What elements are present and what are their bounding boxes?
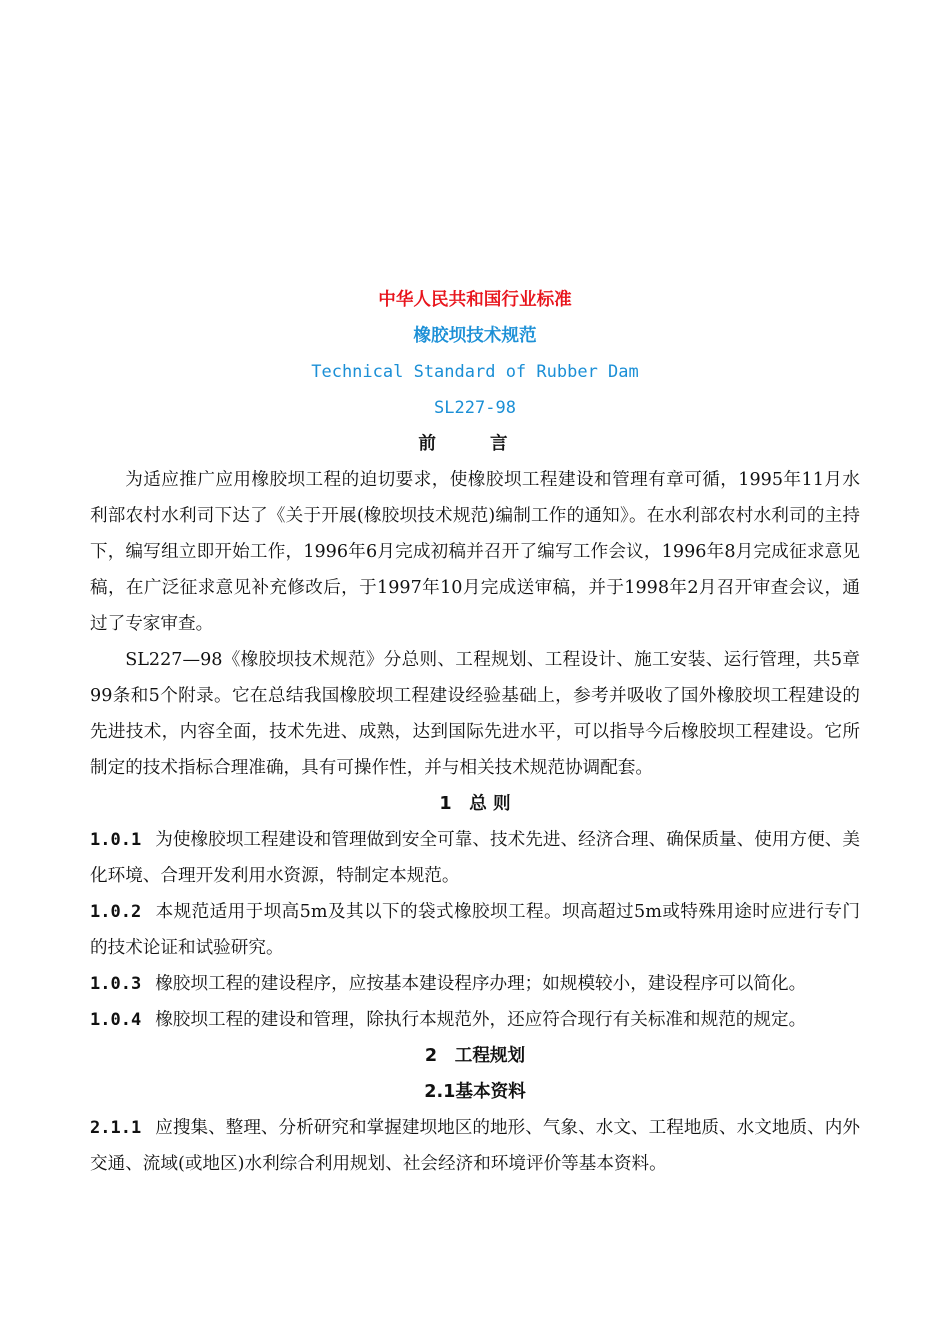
clause-2-1-1 [90,1110,860,1182]
clause-text: 橡胶坝工程的建设程序，应按基本建设程序办理；如规模较小，建设程序可以简化。 [155,974,807,994]
clause-text: 本规范适用于坝高5m及其以下的袋式橡胶坝工程。坝高超过5m或特殊用途时应进行专门的技术论证和试验研究。 [90,902,860,958]
clause-text: 橡胶坝工程的建设和管理，除执行本规范外，还应符合现行有关标准和规范的规定。 [155,1010,807,1030]
clause-text: 应搜集、整理、分析研究和掌握建坝地区的地形、气象、水文、工程地质、水文地质、内外交通、流域(或地区)水利综合利用规划、社会经济和环境评价等基本资料。 [90,1118,860,1174]
chapter-2-heading: 2 工程规划 [424,1046,526,1066]
preface-paragraph-2: SL227—98《橡胶坝技术规范》分总则、工程规划、工程设计、施工安装、运行管理，共5章99条和5个附录。它在总结我国橡胶坝工程建设经验基础上，参考并吸收了国外橡胶坝工程建设的先进技术，内容全面，技术先进、成熟，达到国际先进水平，可以指导今后橡胶坝工程建设。它所制定的技术指标合理准确，具有可操作性，并与相关技术规范协调配套。 [90,650,860,778]
document-body [90,282,860,1182]
chapter-1-heading: 1 总 则 [439,794,511,814]
clause-1-0-3 [90,966,860,1002]
standard-category-title: 中华人民共和国行业标准 [378,290,572,310]
clause-number: 2.1.1 [90,1118,142,1138]
standard-title-english: Technical Standard of Rubber Dam [311,362,639,382]
clause-1-0-1 [90,822,860,894]
clause-number: 1.0.4 [90,1010,142,1030]
clause-1-0-4 [90,1002,860,1038]
standard-code: SL227-98 [434,398,516,418]
preface-heading: 前 言 [418,434,532,454]
clause-number: 1.0.1 [90,830,142,850]
standard-title-chinese: 橡胶坝技术规范 [413,326,537,346]
preface-paragraph-1: 为适应推广应用橡胶坝工程的迫切要求，使橡胶坝工程建设和管理有章可循，1995年11月水利部农村水利司下达了《关于开展(橡胶坝技术规范)编制工作的通知》。在水利部农村水利司的主持下，编写组立即开始工作，1996年6月完成初稿并召开了编写工作会议，1996年8月完成征求意见稿，在广泛征求意见补充修改后，于1997年10月完成送审稿，并于1998年2月召开审查会议，通过了专家审查。 [90,470,860,634]
clause-text: 为使橡胶坝工程建设和管理做到安全可靠、技术先进、经济合理、确保质量、使用方便、美化环境、合理开发利用水资源，特制定本规范。 [90,830,860,886]
clause-number: 1.0.2 [90,902,142,922]
clause-number: 1.0.3 [90,974,142,994]
clause-1-0-2 [90,894,860,966]
section-2-1-heading: 2.1基本资料 [424,1082,526,1102]
